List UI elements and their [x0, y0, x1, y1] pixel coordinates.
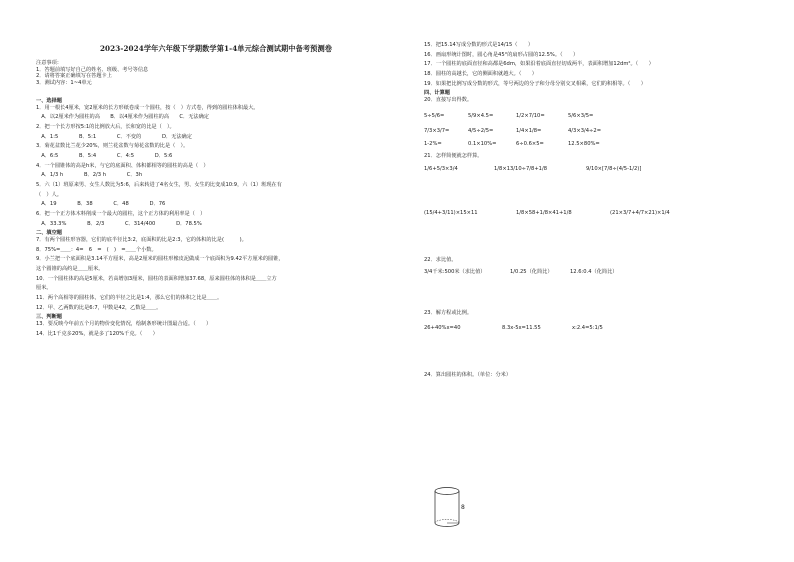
question-line: 12．甲、乙两数的比是6:7，甲数是42，乙数是＿＿。: [36, 304, 162, 311]
left-column: [36, 60, 396, 340]
q22-item: 12.6:0.4（化简比）: [570, 269, 618, 276]
question-line: 3．菊花盆数比兰花少20%，则兰花盆数与菊花盆数的比是（ ）。: [36, 143, 189, 150]
question-line: 6．把一个正方体木料削成一个最大的圆柱，这个正方体的利用率是（ ）: [36, 211, 206, 218]
question-line: 5．六（1）班原来男、女生人数比为5:6，后来转进了4名女生，男、女生的比变成10:9，六（1）班现在有: [36, 182, 282, 188]
page-title: 2023-2024学年六年级下学期数学第1-4单元综合测试期中备考预测卷: [99, 44, 333, 53]
question-line: A．1/3 h B．2/3 h C．3h: [36, 172, 143, 179]
notice-item: 1．答题前填写好自己的姓名、班级、考号等信息: [36, 66, 149, 73]
q21-item: 1/6+5/3×3/4: [424, 165, 458, 172]
question-line: 这个圆锥的高约是＿＿厘米。: [36, 266, 104, 272]
cylinder-figure: [430, 485, 470, 533]
q24-label: 24．算出圆柱的体积。（单位：分米）: [424, 371, 512, 378]
question-line: 18．圆柱的高越长，它的侧面积就越大。（ ）: [424, 71, 537, 78]
q23-item: x:2.4=5:1/5: [572, 325, 603, 332]
question-line: A．以2厘米作为圆柱的高 B．以4厘米作为圆柱的高 C．无法确定: [36, 114, 209, 121]
question-line: 2．把一个长方形按5:1的比例放大后，长和宽的比是（ ）。: [36, 123, 175, 130]
calc-item: 5÷5/6=: [424, 112, 445, 119]
q22-item: 1/0.25（化简比）: [510, 269, 553, 276]
right-column: [424, 42, 769, 378]
question-line: A．33.3% B．2/3 C．314/400 D．78.5%: [36, 220, 202, 227]
question-line: 7．有两个圆柱形容器，它们的底半径比3:2，底面积的比是2:3，它的体积的比是( )。: [36, 236, 247, 243]
question-line: 4．一个圆锥体的高是h米，与它的底面积、体积都相等的圆柱的高是（ ）: [36, 162, 209, 169]
q21-item: (21×3/7+4/7×21)×1/4: [610, 210, 670, 217]
q23-item: 26+40%x=40: [424, 325, 461, 332]
q23-label: 23．解方程或比例。: [424, 309, 473, 316]
calc-item: 5/6×3/5=: [568, 112, 594, 119]
calc-item: 12.5×80%=: [568, 140, 600, 147]
calc-item: 7/3×3/7=: [424, 128, 450, 135]
calc-item: 1/2×7/10=: [516, 112, 545, 119]
section-heading: 三、判断题: [36, 314, 62, 321]
question-line: 10．一个圆柱体的高是5厘米，若高增加3厘米，圆柱的表面积增加37.68，原来圆柱体的体积是＿＿立方: [36, 275, 277, 282]
q23-item: 8.3x-5x=11.55: [502, 325, 541, 332]
section-heading: 一、选择题: [36, 98, 62, 104]
question-line: 13．要反映今年前五个月的物价变化情况，绘制条形统计图最合适。（ ）: [36, 320, 212, 327]
section-heading: 二、填空题: [36, 230, 62, 237]
notice-item: 2．请将答案正确填写在答题卡上: [36, 73, 112, 79]
q21-item: 1/8×58+1/8×41+1/8: [516, 210, 572, 217]
q21-item: 1/8×13/10÷7/8+1/8: [494, 165, 548, 172]
q21-label: 21．怎样简便就怎样算。: [424, 153, 483, 160]
question-line: 17．一个圆柱的底面直径和高都是6dm，如果沿着底面直径切成两半，表面积增加12dm²。（ ）: [424, 61, 654, 68]
calc-20-grid: [424, 113, 769, 148]
question-line: 11．两个高相等的圆柱体，它们的半径之比是1:4，那么它们的体积之比是＿＿。: [36, 295, 223, 302]
question-line: A．19 B．38 C．48 D．76: [36, 201, 166, 208]
q22-item: 3/4千米:500米（求比值）: [424, 269, 486, 276]
question-list-right: [424, 42, 769, 107]
question-line: 1．用一根长4厘米，宽2厘米的长方形纸卷成一个圆柱，按（ ）方式卷，得到的圆柱体积最大。: [36, 104, 259, 111]
calc-item: 5/9×4.5=: [468, 112, 494, 119]
calc-item: 4/5÷2/5=: [468, 128, 494, 135]
cylinder-top: [435, 488, 459, 495]
question-line: 15．把15.14写成分数的形式是14/15（ ）: [424, 42, 534, 48]
calc-item: 1/4×1/8=: [516, 128, 542, 135]
section-heading: 四、计算题: [424, 90, 450, 97]
question-line: 16．画扇形统计图时，圆心角是45°的扇形占圆的12.5%。（ ）: [424, 51, 579, 58]
calc-item: 6÷0.6×5=: [516, 140, 544, 147]
calc-item: 4/3×3/4÷2=: [568, 128, 602, 135]
question-list-left: [36, 98, 396, 340]
notice-head: 注意事项：: [36, 60, 62, 66]
question-line: 14．比1千克多20%，就是多了120%千克。（ ）: [36, 330, 158, 337]
q22-label: 22．求比值。: [424, 256, 457, 263]
cylinder-bottom-back: [435, 520, 459, 524]
question-line: 厘米。: [36, 285, 52, 292]
question-line: （ ）人。: [36, 191, 62, 198]
question-line: 19．如果把比例写成分数的形式，等号两边的分子和分母分别交叉相乘，它们的积相等。（ ）: [424, 80, 646, 87]
question-line: 20．直接写出得数。: [424, 96, 473, 103]
cylinder-bottom-front: [435, 523, 459, 527]
cylinder-height-label: 8: [461, 504, 465, 511]
calc-item: 1-2%=: [424, 140, 442, 147]
q21-item: (15/4+3/11)×15×11: [424, 210, 478, 217]
q21-item: 9/10×[7/8÷(4/5-1/2)]: [586, 165, 642, 172]
notice-item: 3．测试内容：1~4单元: [36, 79, 92, 86]
calc-item: 0.1×10%=: [468, 140, 497, 147]
question-line: 8．75%=＿＿：4= 6 = ( ) =＿＿个小数。: [36, 246, 157, 253]
question-line: 9．小兰把一个底面积是3.14平方厘米，高是2厘米的圆柱形橡皮泥做成一个底面积为9.42平方厘米的圆锥，: [36, 256, 284, 263]
question-line: A．6:5 B．5:4 C．4:5 D．5:6: [36, 152, 173, 159]
question-line: A．1:5 B．5:1 C．不变的 D．无法确定: [36, 133, 192, 140]
